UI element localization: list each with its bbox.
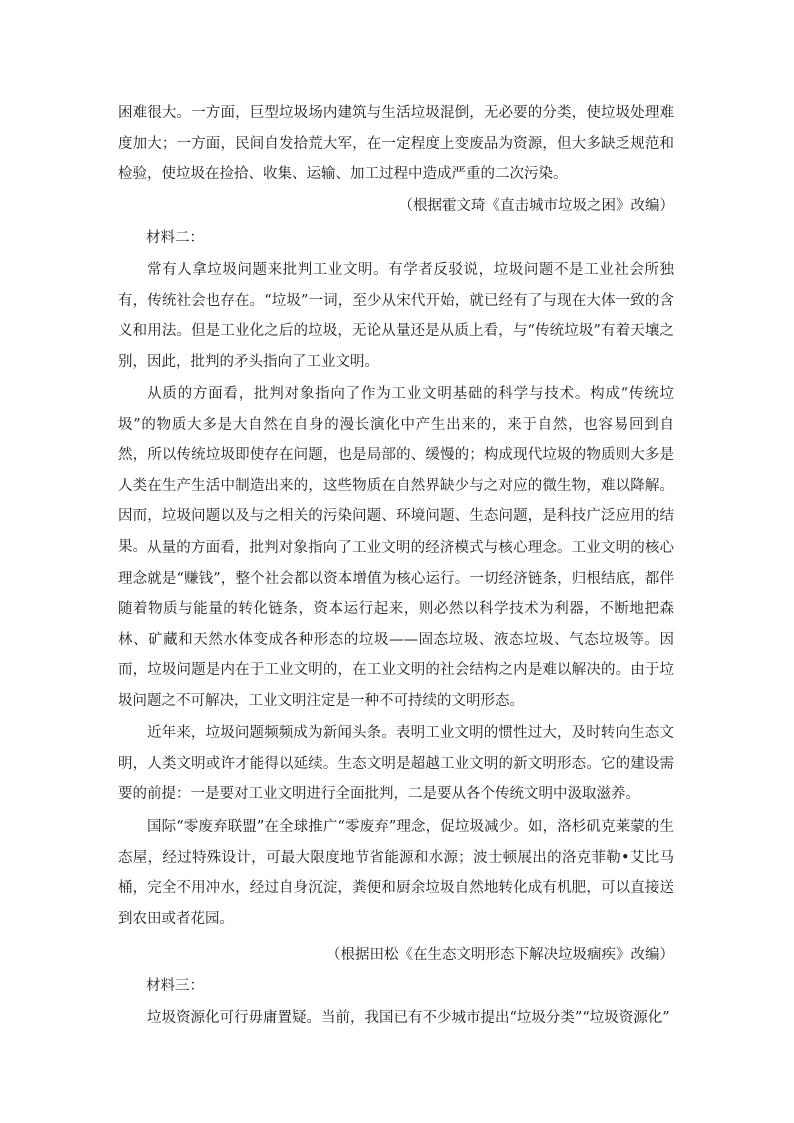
paragraph: 垃圾资源化可行毋庸置疑。当前，我国已有不少城市提出“垃圾分类”“垃圾资源化” <box>147 1010 670 1026</box>
paragraph: 从量的方面看，批判对象指向了工业文明的经济模式与核心理念。工业文明的核心理念就是“赚钱”，整个社会都以资本增值为核心运行。一切经济链条，归根结底，都伴随着物质与能量的转化链条，资本运行起来，则必然以科学技术为利器，不断地把森林、矿藏和天然水体变成各种形态的垃圾——固态垃圾、液态垃圾、气态垃圾等。因而，垃圾问题是内在于工业文明的，在工业文明的社会结构之内是难以解决的。由于垃圾问题之不可解决，工业文明注定是一种不可持续的文明形态。 <box>118 540 674 709</box>
section-label-material-3: 材料三： <box>146 978 204 994</box>
paragraph: 国际“零废弃联盟”在全球推广“零废弃”理念，促垃圾减少。如，洛杉矶克莱蒙的生态屋，经过特殊设计，可最大限度地节省能源和水源；波士顿展出的洛克菲勒•艾比马桶，完全不用冲水，经过自身沉淀，粪便和厨余垃圾自然地转化成有机肥，可以直接送到农田或者花园。 <box>118 819 674 927</box>
paragraph-continuation: 困难很大。一方面，巨型垃圾场内建筑与生活垃圾混倒，无必要的分类，使垃圾处理难度加大；一方面，民间自发拾荒大军，在一定程度上变废品为资源，但大多缺乏规范和检验，使垃圾在捡拾、收集、运输、加工过程中造成严重的二次污染。 <box>118 105 674 182</box>
source-citation-2: （根据田松《在生态文明形态下解决垃圾痼疾》改编） <box>326 947 674 963</box>
paragraph: 近年来，垃圾问题频频成为新闻头条。表明工业文明的惯性过大，及时转向生态文明，人类文明或许才能得以延续。生态文明是超越工业文明的新文明形态。它的建设需要的前提：一是要对工业文明进行全面批判，二是要从各个传统文明中汲取滋养。 <box>118 725 674 802</box>
paragraph: 常有人拿垃圾问题来批判工业文明。有学者反驳说，垃圾问题不是工业社会所独有，传统社会也存在。“垃圾”一词，至少从宋代开始，就已经有了与现在大体一致的含义和用法。但是工业化之后的垃圾，无论从量还是从质上看，与“传统垃圾”有着天壤之别，因此，批判的矛头指向了工业文明。 <box>118 262 674 370</box>
source-citation-1: （根据霍文琦《直击城市垃圾之困》改编） <box>398 198 674 214</box>
section-label-material-2: 材料二： <box>146 230 204 246</box>
paragraph: 从质的方面看，批判对象指向了作为工业文明基础的科学与技术。构成“传统垃圾”的物质大多是大自然在自身的漫长演化中产生出来的，来于自然，也容易回到自然，所以传统垃圾即使存在问题，也是局部的、缓慢的；构成现代垃圾的物质则大多是人类在生产生活中制造出来的，这些物质在自然界缺少与之对应的微生物，难以降解。因而，垃圾问题以及与之相关的污染问题、环境问题、生态问题，是科技广泛应用的结果。 <box>118 386 674 555</box>
